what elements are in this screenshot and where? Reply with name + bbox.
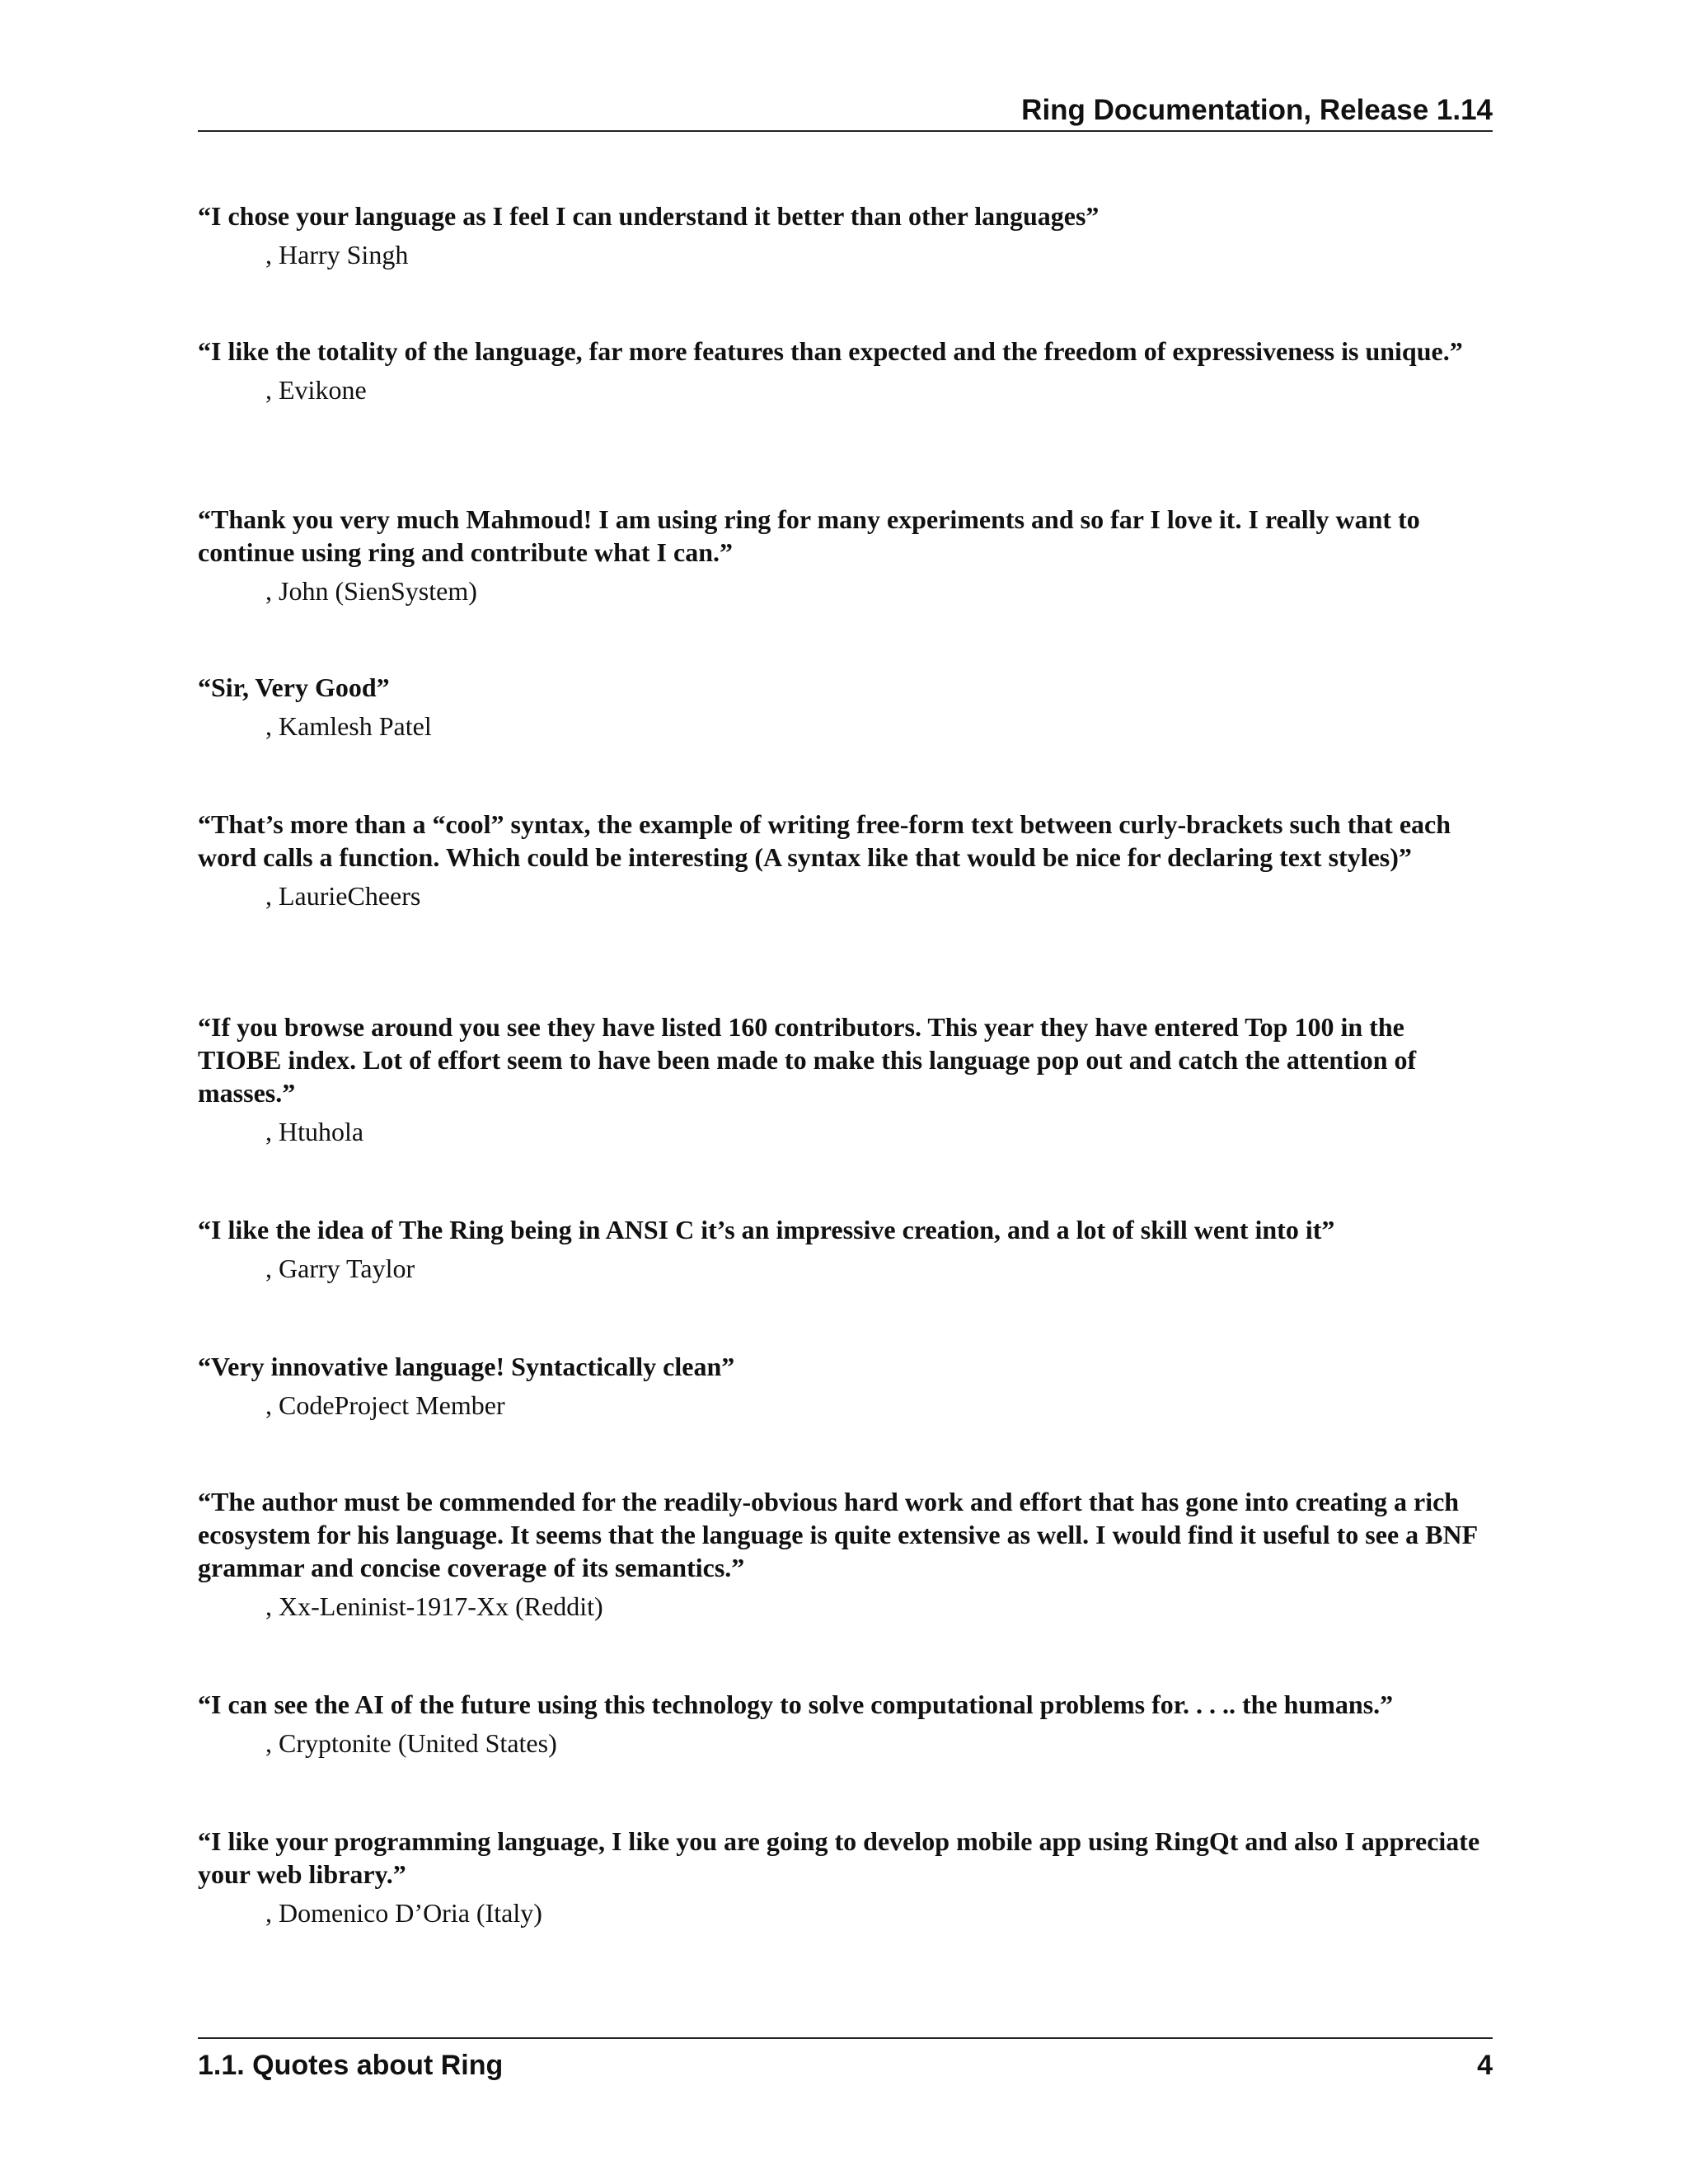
quote-item <box>198 503 1493 607</box>
page-footer <box>198 2037 1493 2088</box>
quote-text: “Thank you very much Mahmoud! I am using ring for many experiments and so far I love it. I really want to continue using ring and contribute what I can.” <box>198 504 1420 567</box>
quote-author: , Kamlesh Patel <box>265 711 432 741</box>
quote-text: “I like the totality of the language, far more features than expected and the freedom of expressiveness is unique.” <box>198 336 1463 366</box>
quote-item <box>198 1825 1493 1929</box>
quote-text: “That’s more than a “cool” syntax, the example of writing free-form text between curly-brackets such that each word calls a function. Which could be interesting (A syntax like that would be nice for declaring text styles)” <box>198 809 1451 872</box>
quote-item <box>198 808 1493 912</box>
page-header <box>198 89 1493 132</box>
quote-item <box>198 1688 1493 1760</box>
quote-text: “Very innovative language! Syntactically clean” <box>198 1352 735 1381</box>
quote-item <box>198 199 1493 271</box>
quote-text: “If you browse around you see they have listed 160 contributors. This year they have entered Top 100 in the TIOBE index. Lot of effort seem to have been made to make this language pop out and catch the attention of masses.” <box>198 1012 1417 1108</box>
document-title: Ring Documentation, Release 1.14 <box>1021 94 1493 126</box>
quote-author: , John (SienSystem) <box>265 576 477 606</box>
quote-author: , Evikone <box>265 375 367 405</box>
quote-item <box>198 1010 1493 1148</box>
quote-author: , Xx-Leninist-1917-Xx (Reddit) <box>265 1591 603 1621</box>
quote-item <box>198 1485 1493 1623</box>
quote-item <box>198 335 1493 406</box>
quote-text: “The author must be commended for the readily-obvious hard work and effort that has gone into creating a rich ecosystem for his language. It seems that the language is quite extensive as well. I would find it useful to see a BNF grammar and concise coverage of its semantics.” <box>198 1487 1477 1582</box>
quote-author: , Htuhola <box>265 1117 364 1146</box>
quote-text: “I like the idea of The Ring being in ANSI C it’s an impressive creation, and a lot of skill went into it” <box>198 1215 1335 1244</box>
quote-author: , Domenico D’Oria (Italy) <box>265 1898 542 1928</box>
quote-text: “I chose your language as I feel I can understand it better than other languages” <box>198 201 1100 231</box>
quote-author: , Garry Taylor <box>265 1254 415 1283</box>
quote-author: , LaurieCheers <box>265 881 421 911</box>
quote-text: “I like your programming language, I like you are going to develop mobile app using RingQt and also I appreciate your web library.” <box>198 1826 1480 1889</box>
quote-item <box>198 1350 1493 1422</box>
quote-author: , Cryptonite (United States) <box>265 1728 557 1758</box>
quote-item <box>198 1213 1493 1285</box>
quote-text: “I can see the AI of the future using this technology to solve computational problems for. . . .. the humans.” <box>198 1690 1394 1719</box>
page-number: 4 <box>1477 2050 1493 2081</box>
section-title: 1.1. Quotes about Ring <box>198 2050 504 2081</box>
quote-author: , CodeProject Member <box>265 1390 505 1420</box>
quote-author: , Harry Singh <box>265 240 409 269</box>
quote-text: “Sir, Very Good” <box>198 673 390 702</box>
quote-item <box>198 671 1493 743</box>
